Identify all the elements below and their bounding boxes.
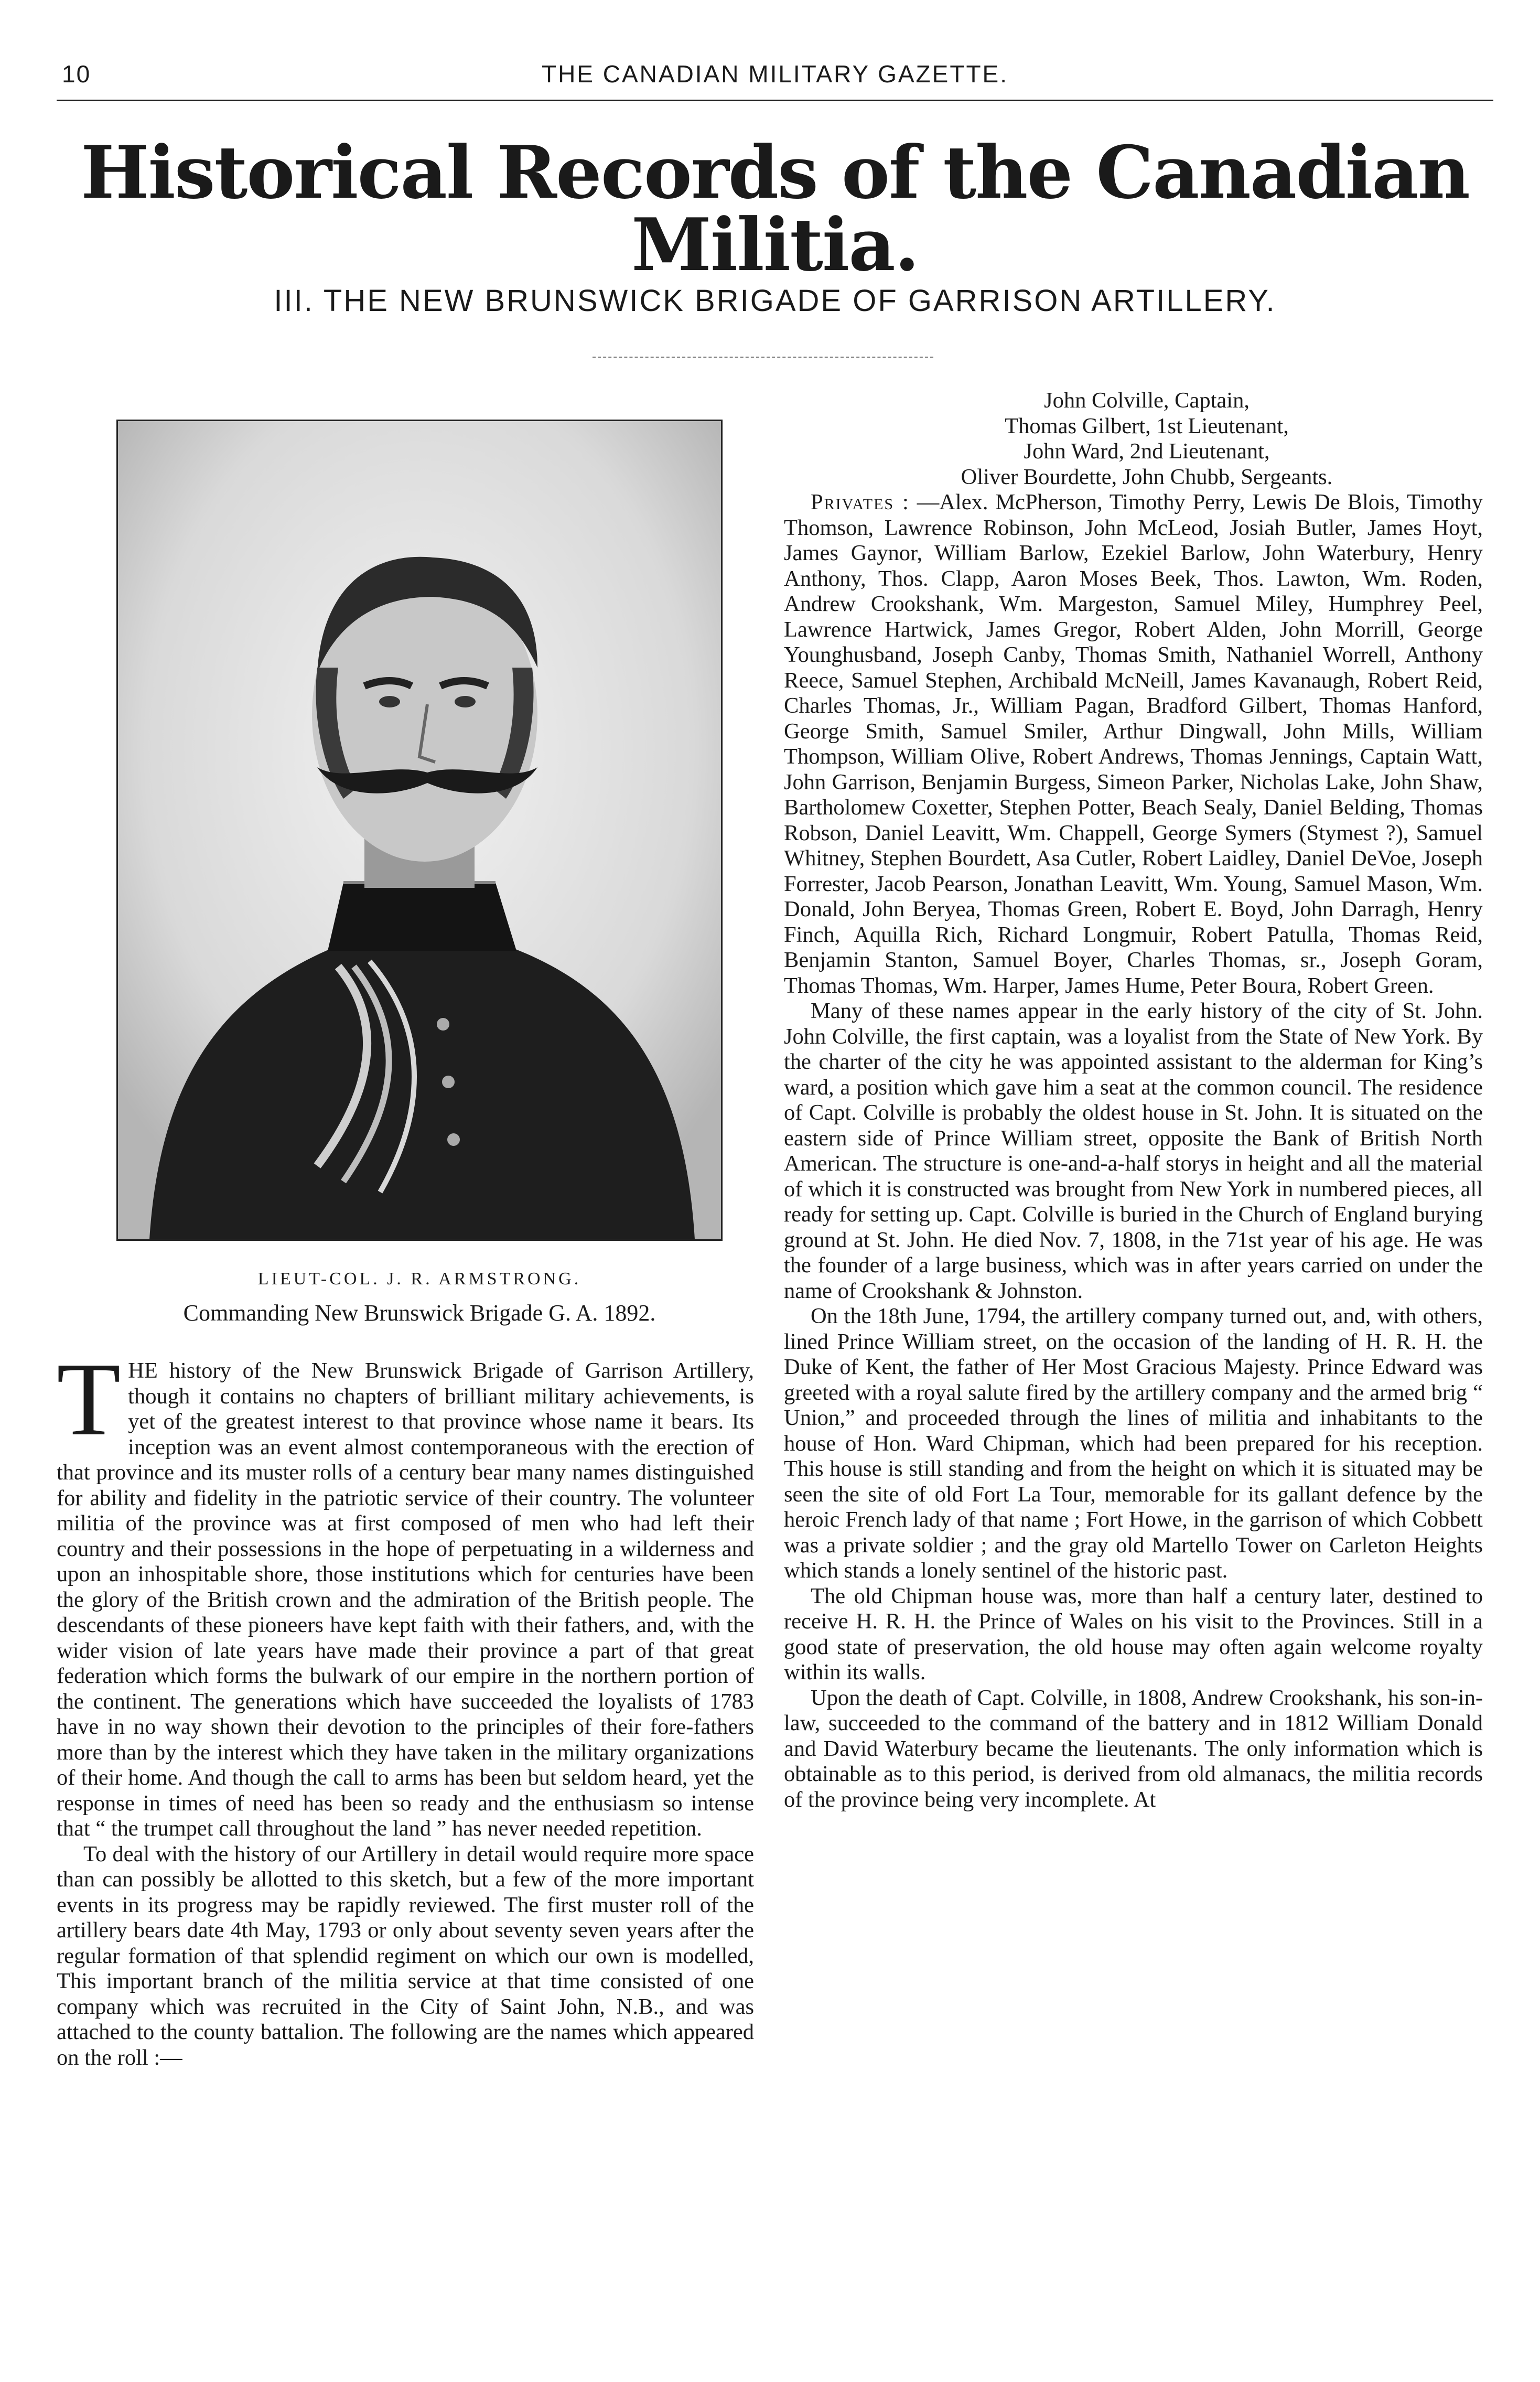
- muster-officer: John Colville, Captain,: [1044, 388, 1250, 413]
- article-title: Historical Records of the Canadian Militia.: [81, 130, 1469, 287]
- portrait-illustration: [118, 421, 721, 1239]
- publication-name: THE CANADIAN MILITARY GAZETTE.: [541, 60, 1008, 88]
- page-header: [57, 57, 1493, 93]
- right-column: [784, 388, 1483, 1812]
- privates-list: —Alex. McPherson, Timothy Perry, Lewis De Blois, Timothy Thomson, Lawrence Robinson, John McLeod, Josiah Butler, James Hoyt, James Gaynor, William Barlow, Ezekiel Barlow, John Waterbury, Henry Anthony, Thos. Clapp, Aaron Moses Beek, Thos. Lawton, Wm. Roden, Andrew Crookshank, Wm. Margeston, Samuel Miley, Humphrey Peel, Lawrence Hartwick, James Gregor, Robert Alden, John Morrill, George Younghusband, Joseph Canby, Thomas Smith, Nathaniel Worrell, Anthony Reece, Samuel Stephen, Archibald McNeill, James Kavanaugh, Robert Reid, Charles Thomas, Jr., William Pagan, Bradford Gilbert, Thomas Hanford, George Smith, Samuel Smiler, Arthur Dingwall, John Mills, William Thompson, William Olive, Robert Andrews, Thomas Jennings, Captain Watt, John Garrison, Benjamin Burgess, Simeon Parker, Nicholas Lake, John Shaw, Bartholomew Coxetter, Stephen Potter, Beach Sealy, Daniel Belding, Thomas Robson, Daniel Leavitt, Wm. Chappell, George Symers (Stymest ?), Samuel Whitney, Stephen Bourdett, Asa Cutler, Robert Laidley, Daniel DeVoe, Joseph Forrester, Jacob Pearson, Jonathan Leavitt, Wm. Young, Samuel Mason, Wm. Donald, John Beryea, Thomas Green, Robert E. Boyd, John Darragh, Henry Finch, Aquilla Rich, Richard Longmuir, Robert Patulla, Thomas Reid, Benjamin Stanton, Samuel Boyer, Charles Thomas, sr., Joseph Goram, Thomas Thomas, Wm. Harper, James Hume, Peter Boura, Robert Green.: [784, 490, 1483, 998]
- muster-officer: John Ward, 2nd Lieutenant,: [1024, 439, 1270, 464]
- muster-officer: Oliver Bourdette, John Chubb, Sergeants.: [961, 464, 1333, 489]
- title-divider: [593, 357, 933, 358]
- paragraph: Upon the death of Capt. Colville, in 1808, Andrew Crookshank, his son-in-law, succeeded to the command of the battery and in 1812 William Donald and David Waterbury became the lieutenants. The only information which is obtainable as to this period, is derived from old almanacs, the militia records of the province being very incomplete. At: [784, 1685, 1483, 1812]
- header-rule: [57, 100, 1493, 101]
- privates-label: Privates :: [811, 490, 910, 514]
- paragraph-text: HE history of the New Brunswick Brigade of Garrison Artillery, though it contains no chapters of brilliant military achievements, is yet of the greatest interest to that province whose name it bears. Its inception was an event almost contemporaneous with the erection of that province and its muster rolls of a century bear many names distinguished for ability and fidelity in the patriotic service of their country. The volunteer militia of the province was at first composed of men who had left their country and their possessions in the hope of perpetuating in a wilderness and upon an inhospitable shore, those institutions which for centuries have been the glory of the British crown and the admiration of the British people. The descendants of these pioneers have kept faith with their fathers, and, with the wider vision of late years have made their province a part of that great federation which forms the bulwark of our empire in the northern portion of the continent. The generations which have succeeded the loyalists of 1783 have in no way shown their devotion to the principles of their fore-fathers more than by the interest which they have taken in the military organizations of their home. And though the call to arms has been but seldom heard, yet the response in times of need has been so ready and the enthusiasm so intense that “ the trumpet call throughout the land ” has never needed repetition.: [57, 1358, 754, 1841]
- paragraph: To deal with the history of our Artillery in detail would require more space than can possibly be allotted to this sketch, but a few of the more important events in its progress may be rapidly reviewed. The first muster roll of the artillery bears date 4th May, 1793 or only about seventy seven years after the regular formation of that splendid regiment on which our own is modelled, This important branch of the militia service at that time consisted of one company which was recruited in the City of Saint John, N.B., and was attached to the county battalion. The following are the names which appeared on the roll :—: [57, 1841, 754, 2070]
- paragraph: The old Chipman house was, more than half a century later, destined to receive H. R. H. the Prince of Wales on his visit to the Provinces. Still in a good state of preservation, the old house may often again welcome royalty within its walls.: [784, 1583, 1483, 1684]
- left-column: [57, 1342, 754, 2070]
- drop-cap: T: [57, 1342, 121, 1457]
- muster-officer: Thomas Gilbert, 1st Lieutenant,: [1005, 413, 1289, 438]
- paragraph: On the 18th June, 1794, the artillery company turned out, and, with others, lined Prince William street, on the occasion of the landing of H. R. H. the Duke of Kent, the father of Her Most Gracious Majesty. Prince Edward was greeted with a royal salute fired by the artillery company and the armed brig “ Union,” and proceeded through the lines of militia and inhabitants to the house of Hon. Ward Chipman, which had been prepared for his reception. This house is still standing and from the height on which it is situated may be seen the site of old Fort La Tour, memorable for its gallant defence by the heroic French lady of that name ; Fort Howe, in the garrison of which Cobbett was a private soldier ; and the gray old Martello Tower on Carleton Heights which stands a lonely sentinel of the historic past.: [784, 1304, 1483, 1583]
- paragraph: Many of these names appear in the early history of the city of St. John. John Colville, the first captain, was a loyalist from the State of New York. By the charter of the city he was appointed assistant to the alderman for King’s ward, a position which gave him a seat at the common council. The residence of Capt. Colville is probably the oldest house in St. John. It is situated on the eastern side of Prince William street, opposite the Bank of British North American. The structure is one-and-a-half storys in height and all the material of which it is constructed was brought from New York in numbered pieces, all ready for setting up. Capt. Colville is buried in the Church of England burying ground at St. John. He died Nov. 7, 1808, in the 71st year of his age. He was the founder of a large business, which was in after years carried on under the name of Crookshank & Johnston.: [784, 999, 1483, 1303]
- portrait-caption-description: Commanding New Brunswick Brigade G. A. 1892.: [183, 1300, 656, 1326]
- portrait-caption-name: LIEUT-COL. J. R. ARMSTRONG.: [257, 1269, 581, 1289]
- page-number: 10: [62, 60, 91, 88]
- paragraph: [57, 1342, 754, 1842]
- portrait-image: [116, 420, 723, 1241]
- article-subtitle: III. THE NEW BRUNSWICK BRIGADE OF GARRISON ARTILLERY.: [274, 284, 1276, 318]
- muster-privates: [784, 490, 1483, 999]
